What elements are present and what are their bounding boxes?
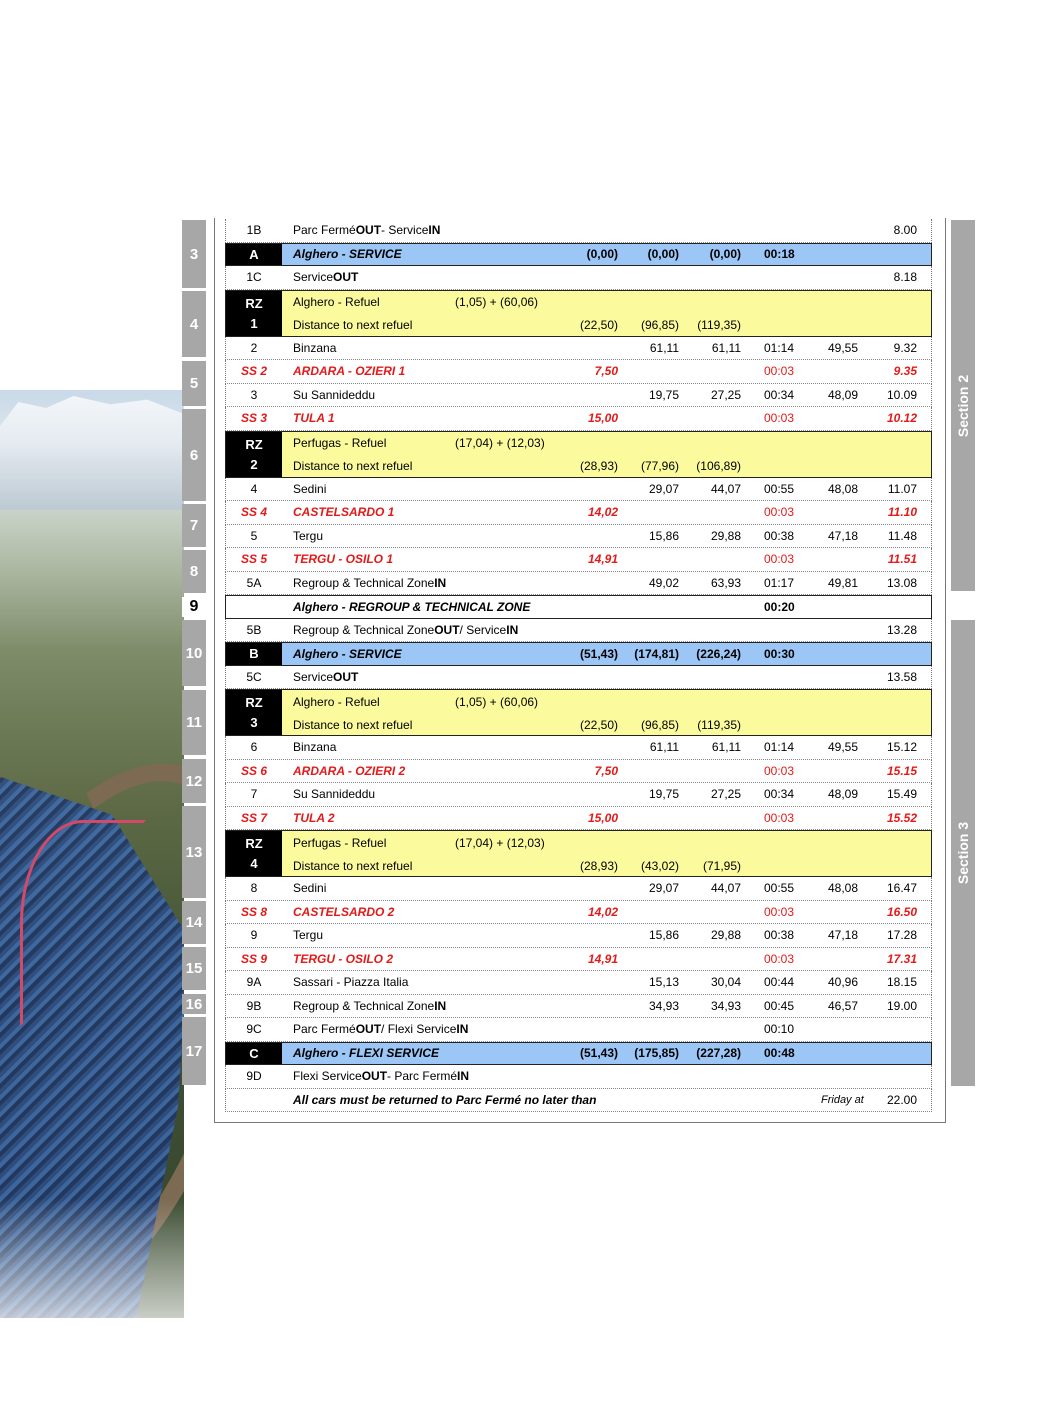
target-time-cell: 00:38 xyxy=(764,528,795,543)
time-of-day-cell: 13.28 xyxy=(886,622,917,637)
average-speed-cell: 48,09 xyxy=(827,787,858,802)
refuel-zone-label: RZ 1 xyxy=(226,291,282,336)
control-number-cell: 7 xyxy=(250,787,258,802)
liaison-distance-cell: 19,75 xyxy=(648,387,679,402)
total-distance-cell: (0,00) xyxy=(709,247,741,262)
refuel-zone-label: RZ 3 xyxy=(226,690,282,735)
time-of-day-cell: 16.50 xyxy=(886,904,917,919)
ss-distance-cell: 15,00 xyxy=(587,810,618,825)
location-cell: TULA 1 xyxy=(293,411,335,426)
time-of-day-cell: 17.28 xyxy=(886,928,917,943)
special-stage-row xyxy=(225,407,932,431)
time-of-day-cell: 11.48 xyxy=(887,528,917,543)
control-number-cell: 9A xyxy=(246,975,262,990)
total-distance-cell: 27,25 xyxy=(710,387,741,402)
liaison-distance-cell: 61,11 xyxy=(649,740,679,755)
refuel-zone-row xyxy=(225,689,932,736)
target-time-cell: 00:34 xyxy=(764,387,795,402)
target-time-cell: 00:03 xyxy=(764,904,795,919)
control-number-cell: 9B xyxy=(246,998,262,1013)
control-number-cell: SS 2 xyxy=(240,364,267,379)
time-control-row xyxy=(225,924,932,948)
location-cell: Distance to next refuel xyxy=(293,858,413,873)
ss-distance-cell: (51,43) xyxy=(579,646,618,661)
ss-distance-cell: (28,93) xyxy=(579,459,618,473)
total-distance-cell: 29,88 xyxy=(710,528,741,543)
total-distance-cell: 44,07 xyxy=(710,481,741,496)
day-number-box: 11 xyxy=(182,690,206,755)
target-time-cell: 00:18 xyxy=(764,247,795,262)
special-stage-row xyxy=(225,901,932,925)
time-of-day-cell: 16.47 xyxy=(886,881,917,896)
section-label: Section 2 xyxy=(955,374,971,437)
control-number-cell: SS 4 xyxy=(240,505,267,520)
day-number-box: 13 xyxy=(182,806,206,898)
control-number-cell: 4 xyxy=(250,481,258,496)
control-number-cell: 9C xyxy=(246,1022,262,1037)
control-number-cell: 2 xyxy=(250,340,258,355)
total-distance-cell: 61,11 xyxy=(711,340,741,355)
day-number-box: 4 xyxy=(182,291,206,357)
total-distance-cell: 30,04 xyxy=(710,975,741,990)
day-number-box: 5 xyxy=(182,361,206,406)
day-number-box: 15 xyxy=(182,947,206,990)
location-cell: Sedini xyxy=(293,481,327,496)
target-time-cell: 00:03 xyxy=(764,411,795,426)
location-cell: Alghero - Refuel xyxy=(293,694,380,709)
ss-distance-cell: 14,91 xyxy=(587,951,618,966)
location-cell: Sassari - Piazza Italia xyxy=(293,975,409,990)
time-of-day-cell: 10.09 xyxy=(886,387,917,402)
section-label: Section 3 xyxy=(955,821,971,885)
control-number-cell: 6 xyxy=(250,740,258,755)
day-number-box: 6 xyxy=(182,409,206,501)
control-number-cell: 1C xyxy=(246,270,262,285)
location-cell: Service OUT xyxy=(293,270,359,285)
day-number-box: 7 xyxy=(182,504,206,547)
time-of-day-cell: 9.35 xyxy=(893,364,917,379)
average-speed-cell: 47,18 xyxy=(827,928,858,943)
average-speed-cell: 40,96 xyxy=(827,975,858,990)
time-control-row xyxy=(225,995,932,1019)
time-control-row xyxy=(225,266,932,290)
location-cell: Perfugas - Refuel xyxy=(293,436,387,450)
control-number-cell: SS 5 xyxy=(240,552,267,567)
location-cell: Distance to next refuel xyxy=(293,318,413,332)
target-time-cell: 00:48 xyxy=(764,1046,795,1061)
control-number-cell: SS 8 xyxy=(240,904,267,919)
control-number-cell: 5 xyxy=(250,528,258,543)
control-number-cell: 9D xyxy=(246,1069,262,1084)
time-control-row xyxy=(225,666,932,690)
average-speed-cell: 46,57 xyxy=(827,998,858,1013)
location-cell: Binzana xyxy=(293,740,337,755)
average-speed-cell: 49,81 xyxy=(827,575,858,590)
time-of-day-cell: 13.58 xyxy=(886,669,917,684)
total-distance-cell: 61,11 xyxy=(711,740,741,755)
control-number-cell: SS 7 xyxy=(240,810,267,825)
location-cell: Parc Fermé OUT / Flexi Service IN xyxy=(293,1022,469,1037)
liaison-distance-cell: 29,07 xyxy=(648,881,679,896)
day-number-box: 8 xyxy=(182,550,206,593)
note-row xyxy=(225,1089,932,1113)
special-stage-row xyxy=(225,760,932,784)
time-of-day-cell: 18.15 xyxy=(886,975,917,990)
location-cell: CASTELSARDO 1 xyxy=(293,505,395,520)
time-control-row xyxy=(225,877,932,901)
average-speed-cell: 49,55 xyxy=(827,740,858,755)
section-bar-3 xyxy=(951,620,975,1086)
control-number-cell: SS 9 xyxy=(240,951,267,966)
control-number-cell: A xyxy=(226,244,282,266)
ss-distance-cell: (22,50) xyxy=(579,717,618,732)
location-cell: TULA 2 xyxy=(293,810,335,825)
refuel-zone-row xyxy=(225,290,932,337)
section-bar-2 xyxy=(951,220,975,591)
location-cell: Alghero - REGROUP & TECHNICAL ZONE xyxy=(293,599,531,614)
liaison-distance-cell: (0,00) xyxy=(647,247,679,262)
target-time-cell: 00:03 xyxy=(764,763,795,778)
time-control-row xyxy=(225,525,932,549)
refuel-distance-cell: (1,05) + (60,06) xyxy=(455,295,539,309)
location-cell: Binzana xyxy=(293,340,337,355)
liaison-distance-cell: (175,85) xyxy=(634,1046,679,1061)
day-number-box: 10 xyxy=(182,620,206,686)
average-speed-cell: 47,18 xyxy=(827,528,858,543)
total-distance-cell: 34,93 xyxy=(710,998,741,1013)
location-cell: Perfugas - Refuel xyxy=(293,835,387,850)
day-number-box: 17 xyxy=(182,1017,206,1085)
liaison-distance-cell: 61,11 xyxy=(649,340,679,355)
refuel-distance-cell: (1,05) + (60,06) xyxy=(455,694,539,709)
time-of-day-cell: 22.00 xyxy=(886,1092,917,1107)
location-cell: Regroup & Technical Zone IN xyxy=(293,998,447,1013)
total-distance-cell: (119,35) xyxy=(697,318,741,332)
time-control-row xyxy=(225,219,932,243)
time-of-day-cell: 15.15 xyxy=(886,763,917,778)
average-speed-cell: Friday at xyxy=(821,1093,864,1106)
control-number-cell: SS 6 xyxy=(240,763,267,778)
ss-distance-cell: 14,91 xyxy=(587,552,618,567)
time-of-day-cell: 19.00 xyxy=(886,998,917,1013)
track-line-graphic xyxy=(20,820,146,1026)
time-of-day-cell: 15.52 xyxy=(886,810,917,825)
target-time-cell: 00:10 xyxy=(764,1022,795,1037)
ss-distance-cell: (28,93) xyxy=(579,858,618,873)
average-speed-cell: 48,08 xyxy=(827,881,858,896)
refuel-zone-row xyxy=(225,830,932,877)
liaison-distance-cell: 19,75 xyxy=(648,787,679,802)
time-of-day-cell: 11.07 xyxy=(887,481,917,496)
location-cell: Su Sannideddu xyxy=(293,787,376,802)
location-cell: TERGU - OSILO 1 xyxy=(293,552,394,567)
time-of-day-cell: 10.12 xyxy=(886,411,917,426)
location-cell: Distance to next refuel xyxy=(293,459,413,473)
ss-distance-cell: 15,00 xyxy=(587,411,618,426)
location-cell: Sedini xyxy=(293,881,327,896)
fade-overlay xyxy=(0,1198,184,1318)
total-distance-cell: (227,28) xyxy=(696,1046,741,1061)
time-control-row xyxy=(225,572,932,596)
regroup-row xyxy=(225,595,932,619)
ss-distance-cell: 7,50 xyxy=(594,364,618,379)
ss-distance-cell: 7,50 xyxy=(594,763,618,778)
day-number-box: 9 xyxy=(182,597,206,617)
time-control-row xyxy=(225,783,932,807)
liaison-distance-cell: (77,96) xyxy=(640,459,679,473)
day-number-box: 14 xyxy=(182,901,206,944)
time-control-row xyxy=(225,337,932,361)
service-row xyxy=(225,642,932,666)
location-cell: Distance to next refuel xyxy=(293,717,413,732)
control-number-cell: SS 3 xyxy=(240,411,267,426)
itinerary-table xyxy=(225,219,932,1112)
liaison-distance-cell: 15,86 xyxy=(648,928,679,943)
target-time-cell: 00:30 xyxy=(764,646,795,661)
time-of-day-cell: 11.10 xyxy=(887,505,917,520)
total-distance-cell: 27,25 xyxy=(710,787,741,802)
location-cell: ARDARA - OZIERI 1 xyxy=(293,364,406,379)
location-cell: Regroup & Technical Zone OUT / Service IN xyxy=(293,622,519,637)
time-control-row xyxy=(225,1018,932,1042)
time-control-row xyxy=(225,971,932,995)
time-control-row xyxy=(225,478,932,502)
location-cell: Flexi Service OUT - Parc Fermé IN xyxy=(293,1069,470,1084)
day-number-box: 3 xyxy=(182,220,206,288)
target-time-cell: 00:03 xyxy=(764,364,795,379)
refuel-distance-cell: (17,04) + (12,03) xyxy=(455,835,545,850)
liaison-distance-cell: (174,81) xyxy=(634,646,679,661)
time-of-day-cell: 15.12 xyxy=(886,740,917,755)
liaison-distance-cell: 15,86 xyxy=(648,528,679,543)
time-of-day-cell: 8.00 xyxy=(893,223,917,238)
target-time-cell: 01:14 xyxy=(764,740,795,755)
control-number-cell: 8 xyxy=(250,881,258,896)
control-number-cell xyxy=(226,1089,282,1112)
location-cell: ARDARA - OZIERI 2 xyxy=(293,763,406,778)
total-distance-cell: 63,93 xyxy=(710,575,741,590)
location-cell: All cars must be returned to Parc Fermé no later than xyxy=(293,1092,597,1107)
liaison-distance-cell: 29,07 xyxy=(648,481,679,496)
target-time-cell: 00:03 xyxy=(764,810,795,825)
day-number-box: 12 xyxy=(182,759,206,803)
location-cell: Alghero - FLEXI SERVICE xyxy=(293,1046,440,1061)
service-row xyxy=(225,1042,932,1066)
day-number-box: 16 xyxy=(182,994,206,1014)
time-of-day-cell: 15.49 xyxy=(886,787,917,802)
refuel-zone-label: RZ 4 xyxy=(226,831,282,876)
target-time-cell: 00:20 xyxy=(764,599,795,614)
background-scenery xyxy=(0,390,184,1318)
liaison-distance-cell: (96,85) xyxy=(640,717,679,732)
ss-distance-cell: (22,50) xyxy=(579,318,618,332)
ss-distance-cell: (0,00) xyxy=(586,247,618,262)
target-time-cell: 00:55 xyxy=(764,881,795,896)
total-distance-cell: 29,88 xyxy=(710,928,741,943)
location-cell: Alghero - Refuel xyxy=(293,295,380,309)
refuel-zone-label: RZ 2 xyxy=(226,432,282,477)
refuel-distance-cell: (17,04) + (12,03) xyxy=(455,436,545,450)
control-number-cell: 1B xyxy=(246,223,262,238)
average-speed-cell: 49,55 xyxy=(827,340,858,355)
time-control-row xyxy=(225,384,932,408)
target-time-cell: 00:34 xyxy=(764,787,795,802)
location-cell: Tergu xyxy=(293,928,324,943)
target-time-cell: 00:45 xyxy=(764,998,795,1013)
liaison-distance-cell: 15,13 xyxy=(648,975,679,990)
mountain-graphic xyxy=(0,390,184,510)
target-time-cell: 00:03 xyxy=(764,505,795,520)
ss-distance-cell: 14,02 xyxy=(587,505,618,520)
control-number-cell: 3 xyxy=(250,387,258,402)
special-stage-row xyxy=(225,501,932,525)
target-time-cell: 00:55 xyxy=(764,481,795,496)
liaison-distance-cell: (43,02) xyxy=(640,858,679,873)
special-stage-row xyxy=(225,360,932,384)
control-number-cell xyxy=(226,596,282,618)
liaison-distance-cell: 49,02 xyxy=(648,575,679,590)
total-distance-cell: (226,24) xyxy=(696,646,741,661)
liaison-distance-cell: (96,85) xyxy=(640,318,679,332)
target-time-cell: 01:14 xyxy=(764,340,795,355)
time-of-day-cell: 11.51 xyxy=(887,552,917,567)
special-stage-row xyxy=(225,807,932,831)
ss-distance-cell: (51,43) xyxy=(579,1046,618,1061)
control-number-cell: 5A xyxy=(246,575,262,590)
total-distance-cell: 44,07 xyxy=(710,881,741,896)
time-control-row xyxy=(225,619,932,643)
location-cell: Service OUT xyxy=(293,669,359,684)
average-speed-cell: 48,09 xyxy=(827,387,858,402)
location-cell: CASTELSARDO 2 xyxy=(293,904,395,919)
ss-distance-cell: 14,02 xyxy=(587,904,618,919)
target-time-cell: 00:03 xyxy=(764,951,795,966)
control-number-cell: 5B xyxy=(246,622,262,637)
refuel-zone-row xyxy=(225,431,932,478)
location-cell: Parc Fermé OUT - Service IN xyxy=(293,223,441,238)
target-time-cell: 01:17 xyxy=(764,575,795,590)
average-speed-cell: 48,08 xyxy=(827,481,858,496)
time-of-day-cell: 8.18 xyxy=(893,270,917,285)
location-cell: Alghero - SERVICE xyxy=(293,247,402,262)
total-distance-cell: (119,35) xyxy=(697,717,741,732)
control-number-cell: B xyxy=(226,643,282,665)
target-time-cell: 00:03 xyxy=(764,552,795,567)
control-number-cell: 9 xyxy=(250,928,258,943)
special-stage-row xyxy=(225,548,932,572)
time-of-day-cell: 13.08 xyxy=(886,575,917,590)
special-stage-row xyxy=(225,948,932,972)
service-row xyxy=(225,243,932,267)
location-cell: Regroup & Technical Zone IN xyxy=(293,575,447,590)
time-of-day-cell: 9.32 xyxy=(893,340,917,355)
time-of-day-cell: 17.31 xyxy=(886,951,917,966)
target-time-cell: 00:44 xyxy=(764,975,795,990)
total-distance-cell: (106,89) xyxy=(696,459,741,473)
location-cell: Su Sannideddu xyxy=(293,387,376,402)
location-cell: Tergu xyxy=(293,528,324,543)
location-cell: TERGU - OSILO 2 xyxy=(293,951,394,966)
control-number-cell: 5C xyxy=(246,669,262,684)
target-time-cell: 00:38 xyxy=(764,928,795,943)
time-control-row xyxy=(225,736,932,760)
liaison-distance-cell: 34,93 xyxy=(648,998,679,1013)
location-cell: Alghero - SERVICE xyxy=(293,646,402,661)
total-distance-cell: (71,95) xyxy=(702,858,741,873)
control-number-cell: C xyxy=(226,1043,282,1065)
time-control-row xyxy=(225,1065,932,1089)
